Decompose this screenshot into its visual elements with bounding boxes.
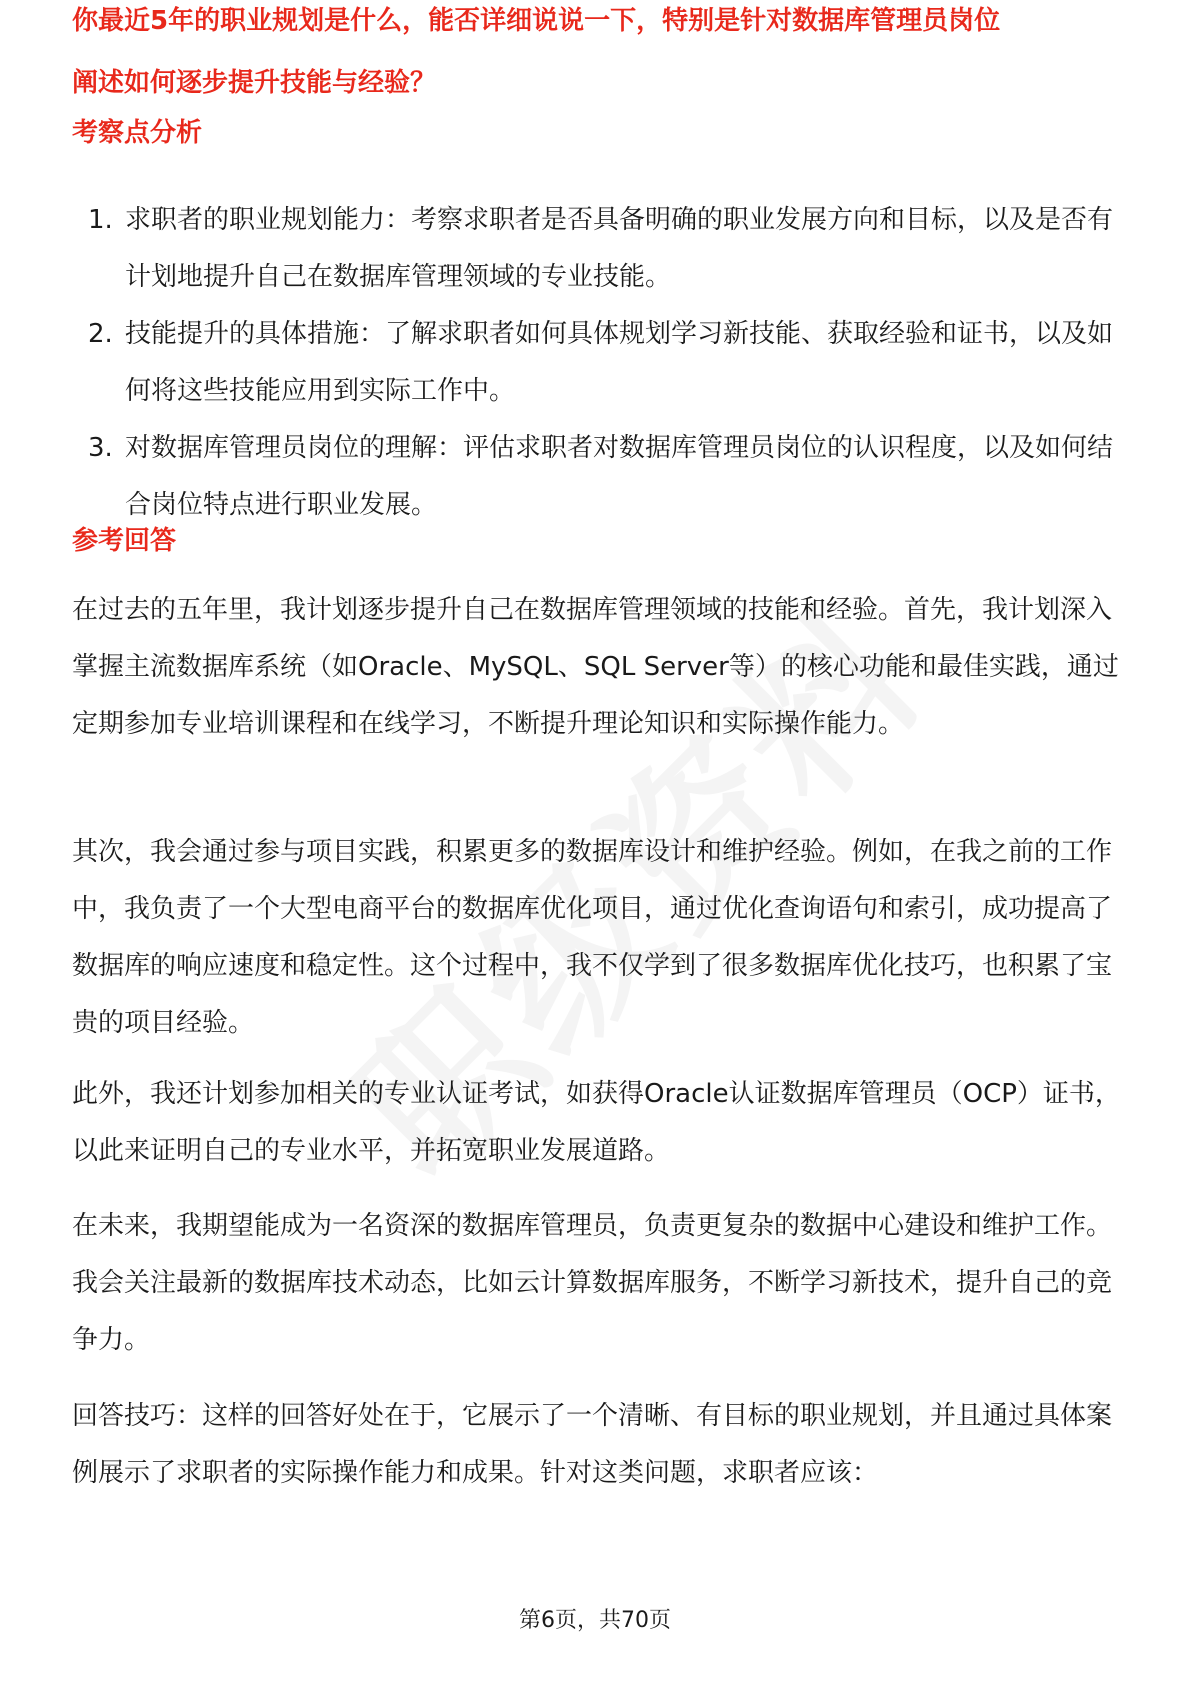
question-title-line-2: 阐述如何逐步提升技能与经验？ [72,68,437,98]
list-item-number: 3. [88,433,113,463]
question-title-line-1: 你最近5年的职业规划是什么，能否详细说说一下，特别是针对数据库管理员岗位 [72,6,1001,36]
answer-heading: 参考回答 [72,526,177,556]
page-number-footer: 第6页，共70页 [519,1608,671,1633]
list-item [72,420,1132,534]
analysis-heading: 考察点分析 [72,118,203,148]
answer-paragraph: 在过去的五年里，我计划逐步提升自己在数据库管理领域的技能和经验。首先，我计划深入掌握主流数据库系统（如Oracle、MySQL、SQL Server等）的核心功能和最佳实践，通过定期参加专业培训课程和在线学习，不断提升理论知识和实际操作能力。 [72,595,1119,739]
list-item-number: 1. [88,205,113,235]
analysis-list [72,192,1132,534]
list-item [72,306,1132,420]
answer-paragraph: 此外，我还计划参加相关的专业认证考试，如获得Oracle认证数据库管理员（OCP）证书，以此来证明自己的专业水平，并拓宽职业发展道路。 [72,1079,1121,1166]
answer-tips-paragraph: 回答技巧：这样的回答好处在于，它展示了一个清晰、有目标的职业规划，并且通过具体案例展示了求职者的实际操作能力和成果。针对这类问题，求职者应该： [72,1401,1113,1488]
list-item-text: 求职者的职业规划能力：考察求职者是否具备明确的职业发展方向和目标，以及是否有计划地提升自己在数据库管理领域的专业技能。 [125,205,1114,292]
answer-paragraph: 在未来，我期望能成为一名资深的数据库管理员，负责更复杂的数据中心建设和维护工作。我会关注最新的数据库技术动态，比如云计算数据库服务，不断学习新技术，提升自己的竞争力。 [72,1211,1113,1355]
list-item [72,192,1132,306]
list-item-text: 技能提升的具体措施：了解求职者如何具体规划学习新技能、获取经验和证书，以及如何将这些技能应用到实际工作中。 [125,319,1114,406]
list-item-text: 对数据库管理员岗位的理解：评估求职者对数据库管理员岗位的认识程度，以及如何结合岗位特点进行职业发展。 [125,433,1114,520]
answer-paragraph: 其次，我会通过参与项目实践，积累更多的数据库设计和维护经验。例如，在我之前的工作中，我负责了一个大型电商平台的数据库优化项目，通过优化查询语句和索引，成功提高了数据库的响应速度和稳定性。这个过程中，我不仅学到了很多数据库优化技巧，也积累了宝贵的项目经验。 [72,837,1113,1038]
list-item-number: 2. [88,319,113,349]
